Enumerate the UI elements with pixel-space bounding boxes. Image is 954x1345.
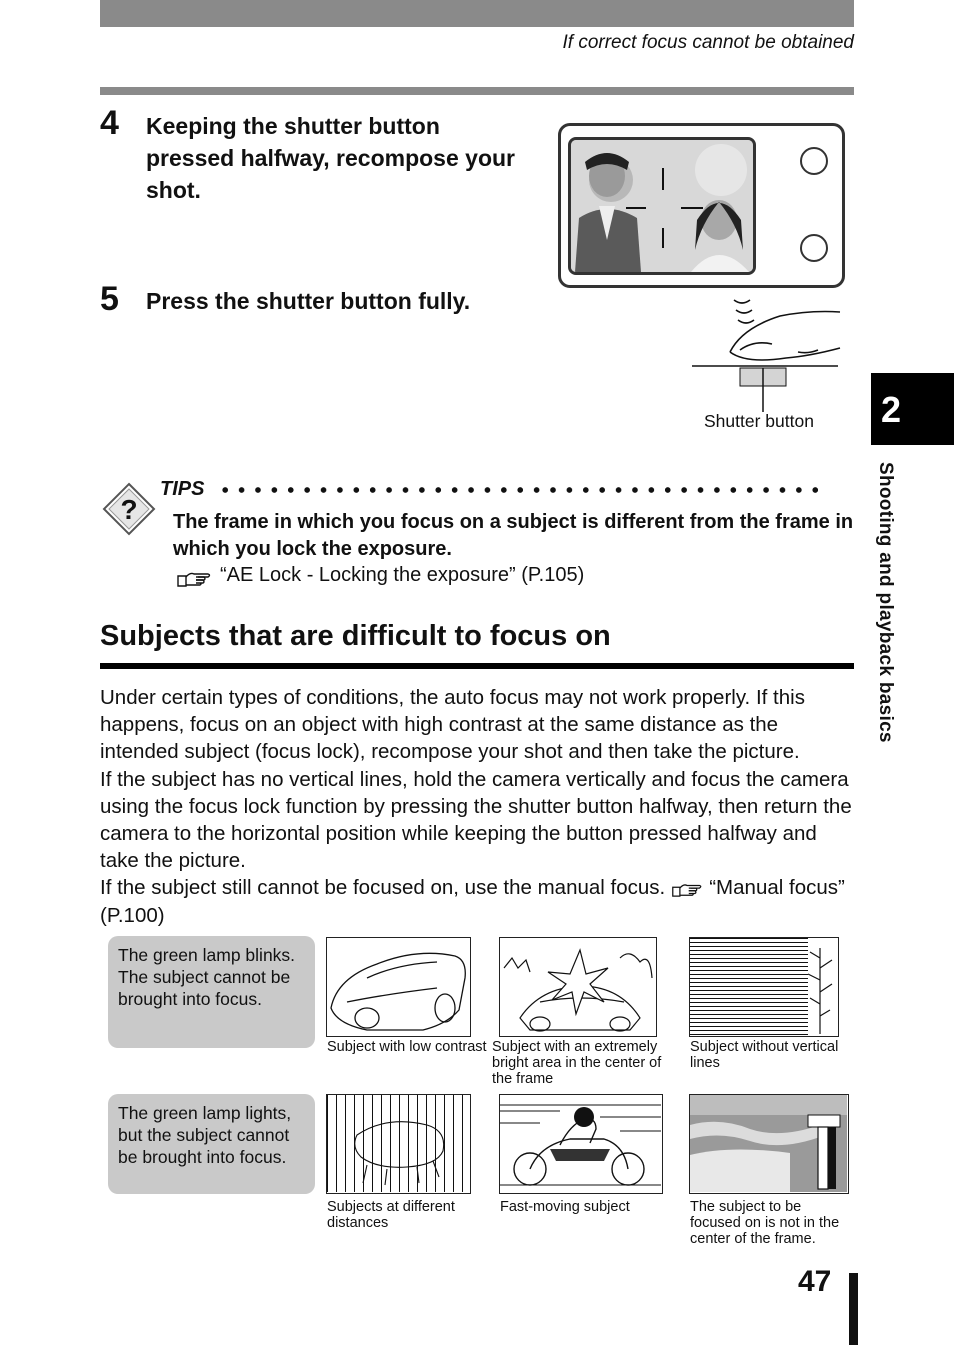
lcd-photo	[571, 140, 753, 272]
example-low-contrast-caption: Subject with low contrast	[327, 1039, 487, 1055]
page-number-bar	[849, 1273, 858, 1345]
tips-question-icon	[102, 482, 156, 536]
body-paragraph-1: Under certain types of conditions, the auto focus may not work properly. If this happens, focus on an object with high contrast at the same distance as the intended subject (focus lock), recompose your shot and then take the picture.	[100, 686, 805, 764]
running-head: If correct focus cannot be obtained	[562, 32, 854, 53]
lcd-side-button-top	[800, 147, 828, 175]
chapter-tab	[871, 373, 954, 445]
step-4-text: Keeping the shutter button pressed halfway, recompose your shot.	[146, 113, 515, 203]
reference-hand-icon	[671, 880, 703, 898]
body-paragraph-2: If the subject has no vertical lines, hold the camera vertically and focus the camera using the focus lock function by pressing the shutter button halfway, then return the camera to the horizontal position while keeping the button pressed halfway and take the picture.	[100, 767, 852, 873]
chapter-number: 2	[881, 389, 902, 430]
reference-hand-icon	[176, 568, 212, 588]
example-bright-center-image	[499, 937, 657, 1037]
example-different-distances-image	[326, 1094, 471, 1194]
example-fast-moving-caption: Fast-moving subject	[500, 1199, 630, 1215]
example-different-distances-caption: Subjects at different distances	[327, 1199, 455, 1231]
condition-2-label: The green lamp lights, but the subject cannot be brought into focus.	[108, 1094, 315, 1194]
body-paragraph-3	[100, 874, 860, 928]
section-title: Subjects that are difficult to focus on	[100, 620, 611, 652]
step-5-text: Press the shutter button fully.	[146, 288, 471, 314]
finger-pressing-illustration	[690, 292, 850, 422]
chapter-title-vertical: Shooting and playback basics	[875, 462, 896, 743]
example-no-vertical-lines-image	[689, 937, 839, 1037]
condition-1-label: The green lamp blinks. The subject cannot be brought into focus.	[108, 936, 315, 1048]
example-bright-center-caption: Subject with an extremely bright area in the center of the frame	[492, 1039, 662, 1087]
step-4-number: 4	[100, 104, 119, 142]
header-bar	[100, 0, 854, 27]
section-rule	[100, 663, 854, 669]
example-fast-moving-image	[499, 1094, 663, 1194]
lcd-side-button-bottom	[800, 234, 828, 262]
section-body	[100, 684, 860, 929]
tips-reference: “AE Lock - Locking the exposure” (P.105)	[220, 564, 585, 586]
manual-focus-reference: “Manual focus” (P.100)	[100, 876, 845, 927]
tips-label: TIPS	[160, 478, 205, 500]
body-paragraph-3-text: If the subject still cannot be focused on, use the manual focus.	[100, 876, 666, 900]
example-off-center-caption: The subject to be focused on is not in the center of the frame.	[690, 1199, 840, 1247]
example-low-contrast-image	[326, 937, 471, 1037]
tips-body: The frame in which you focus on a subject is different from the frame in which you lock the exposure.	[173, 511, 854, 560]
shutter-button-caption: Shutter button	[704, 411, 814, 431]
lcd-screen	[568, 137, 756, 275]
header-rule	[100, 87, 854, 95]
page-number: 47	[798, 1265, 832, 1298]
step-5-number: 5	[100, 280, 119, 318]
example-off-center-image	[689, 1094, 849, 1194]
svg-text:?: ?	[120, 494, 138, 525]
tips-dotted-rule	[217, 486, 827, 494]
example-no-vertical-lines-caption: Subject without vertical lines	[690, 1039, 839, 1071]
